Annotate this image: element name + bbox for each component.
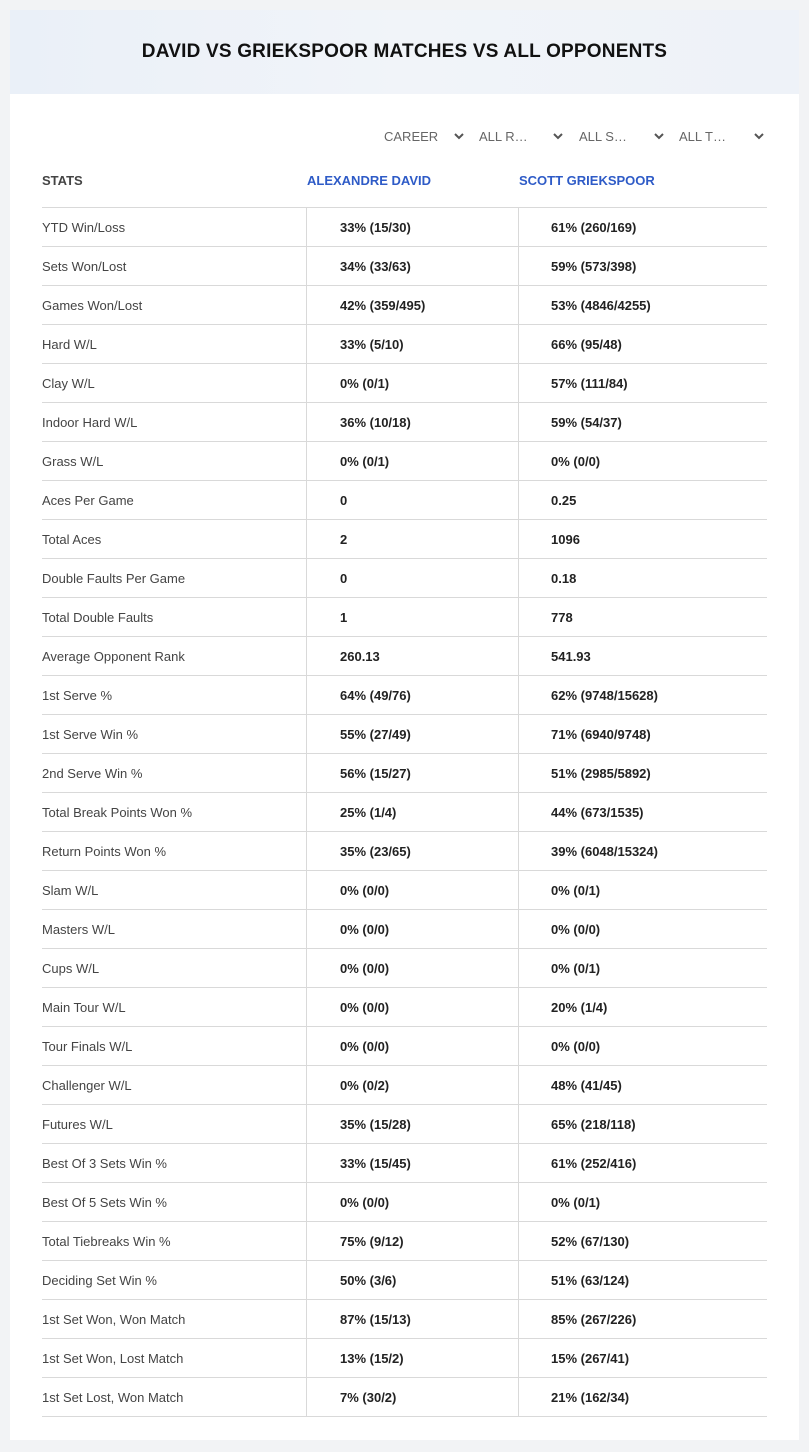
player2-stat-value: 44% (673/1535) <box>518 793 767 831</box>
filter-value: CAREER <box>384 128 439 144</box>
player1-stat-value: 56% (15/27) <box>306 754 518 792</box>
player2-stat-value: 52% (67/130) <box>518 1222 767 1260</box>
player1-stat-value: 42% (359/495) <box>306 286 518 324</box>
stat-label: 1st Set Won, Lost Match <box>42 1351 184 1366</box>
table-row <box>42 871 767 910</box>
table-row <box>42 637 767 676</box>
table-row <box>42 949 767 988</box>
stat-label: 1st Serve Win % <box>42 727 139 742</box>
filter-value: ALL S… <box>579 128 627 144</box>
player2-stat-value: 0% (0/0) <box>518 1027 767 1065</box>
player2-stat-value: 0% (0/1) <box>518 949 767 987</box>
table-row <box>42 325 767 364</box>
player2-stat-value: 0% (0/1) <box>518 871 767 909</box>
table-row <box>42 1378 767 1417</box>
stat-label: Hard W/L <box>42 337 97 352</box>
stat-label: 1st Set Won, Won Match <box>42 1312 186 1327</box>
player2-stat-value: 61% (260/169) <box>518 208 767 246</box>
stat-label: Total Double Faults <box>42 610 154 625</box>
stats-column-header: STATS <box>42 173 83 188</box>
table-row <box>42 403 767 442</box>
table-row <box>42 715 767 754</box>
player2-stat-value: 778 <box>518 598 767 636</box>
page-title: DAVID VS GRIEKSPOOR MATCHES VS ALL OPPONENTS <box>141 41 668 62</box>
player1-stat-value: 33% (5/10) <box>306 325 518 363</box>
chevron-down-icon <box>453 130 465 142</box>
player2-stat-value: 65% (218/118) <box>518 1105 767 1143</box>
player2-stat-value: 0% (0/1) <box>518 1183 767 1221</box>
table-row <box>42 286 767 325</box>
stat-label: Best Of 3 Sets Win % <box>42 1156 167 1171</box>
stat-label: Grass W/L <box>42 454 104 469</box>
stat-label: Challenger W/L <box>42 1078 132 1093</box>
stat-label: Average Opponent Rank <box>42 649 185 664</box>
stat-label: 1st Serve % <box>42 688 113 703</box>
player2-stat-value: 0.25 <box>518 481 767 519</box>
chevron-down-icon <box>552 130 564 142</box>
table-row <box>42 1027 767 1066</box>
stat-label: Sets Won/Lost <box>42 259 127 274</box>
filter-value: ALL T… <box>679 128 726 144</box>
player1-stat-value: 0% (0/0) <box>306 949 518 987</box>
table-row <box>42 793 767 832</box>
player2-link[interactable]: SCOTT GRIEKSPOOR <box>519 173 655 188</box>
table-row <box>42 247 767 286</box>
table-row <box>42 832 767 871</box>
table-row <box>42 364 767 403</box>
stat-label: Return Points Won % <box>42 844 167 859</box>
player1-stat-value: 260.13 <box>306 637 518 675</box>
card-header <box>10 10 799 94</box>
player1-stat-value: 87% (15/13) <box>306 1300 518 1338</box>
stat-label: Clay W/L <box>42 376 95 391</box>
player1-stat-value: 1 <box>306 598 518 636</box>
table-body <box>42 208 767 1417</box>
player2-stat-value: 48% (41/45) <box>518 1066 767 1104</box>
filter-value: ALL R… <box>479 128 528 144</box>
stat-label: Slam W/L <box>42 883 99 898</box>
player1-stat-value: 36% (10/18) <box>306 403 518 441</box>
stat-label: YTD Win/Loss <box>42 220 126 235</box>
filter-surface-select[interactable] <box>579 124 667 148</box>
stat-label: Double Faults Per Game <box>42 571 186 586</box>
table-row <box>42 910 767 949</box>
player1-stat-value: 13% (15/2) <box>306 1339 518 1377</box>
player2-stat-value: 66% (95/48) <box>518 325 767 363</box>
player2-stat-value: 20% (1/4) <box>518 988 767 1026</box>
player2-stat-value: 59% (573/398) <box>518 247 767 285</box>
stat-label: Futures W/L <box>42 1117 113 1132</box>
player2-stat-value: 53% (4846/4255) <box>518 286 767 324</box>
stat-label: Total Break Points Won % <box>42 805 193 820</box>
player2-stat-value: 61% (252/416) <box>518 1144 767 1182</box>
stats-table <box>42 160 767 1417</box>
player1-stat-value: 55% (27/49) <box>306 715 518 753</box>
player2-stat-value: 51% (2985/5892) <box>518 754 767 792</box>
player2-stat-value: 0.18 <box>518 559 767 597</box>
player1-stat-value: 33% (15/30) <box>306 208 518 246</box>
player2-stat-value: 71% (6940/9748) <box>518 715 767 753</box>
player1-stat-value: 35% (15/28) <box>306 1105 518 1143</box>
stat-label: Indoor Hard W/L <box>42 415 138 430</box>
table-row <box>42 520 767 559</box>
stat-label: Games Won/Lost <box>42 298 143 313</box>
player1-stat-value: 0 <box>306 559 518 597</box>
table-row <box>42 559 767 598</box>
player1-stat-value: 0% (0/0) <box>306 910 518 948</box>
table-row <box>42 1066 767 1105</box>
player2-stat-value: 85% (267/226) <box>518 1300 767 1338</box>
stat-label: Cups W/L <box>42 961 100 976</box>
player1-stat-value: 64% (49/76) <box>306 676 518 714</box>
player1-stat-value: 0% (0/0) <box>306 988 518 1026</box>
table-row <box>42 988 767 1027</box>
player1-stat-value: 50% (3/6) <box>306 1261 518 1299</box>
table-row <box>42 1222 767 1261</box>
player2-stat-value: 1096 <box>518 520 767 558</box>
player1-stat-value: 34% (33/63) <box>306 247 518 285</box>
filter-round-select[interactable] <box>479 124 565 148</box>
player2-stat-value: 21% (162/34) <box>518 1378 767 1416</box>
table-row <box>42 1339 767 1378</box>
player1-stat-value: 0 <box>306 481 518 519</box>
player2-stat-value: 15% (267/41) <box>518 1339 767 1377</box>
stat-label: Main Tour W/L <box>42 1000 126 1015</box>
player1-stat-value: 0% (0/0) <box>306 1183 518 1221</box>
table-row <box>42 1183 767 1222</box>
table-row <box>42 598 767 637</box>
player2-stat-value: 51% (63/124) <box>518 1261 767 1299</box>
stat-label: 2nd Serve Win % <box>42 766 143 781</box>
player2-stat-value: 0% (0/0) <box>518 442 767 480</box>
player2-stat-value: 0% (0/0) <box>518 910 767 948</box>
player2-stat-value: 57% (111/84) <box>518 364 767 402</box>
player1-stat-value: 0% (0/2) <box>306 1066 518 1104</box>
table-header <box>42 160 767 208</box>
player1-stat-value: 25% (1/4) <box>306 793 518 831</box>
player1-stat-value: 75% (9/12) <box>306 1222 518 1260</box>
player1-stat-value: 0% (0/1) <box>306 442 518 480</box>
player1-stat-value: 0% (0/0) <box>306 871 518 909</box>
table-row <box>42 754 767 793</box>
stats-card <box>10 10 799 1440</box>
player1-stat-value: 0% (0/0) <box>306 1027 518 1065</box>
player2-stat-value: 541.93 <box>518 637 767 675</box>
table-row <box>42 1261 767 1300</box>
stat-label: Masters W/L <box>42 922 115 937</box>
stat-label: Total Aces <box>42 532 102 547</box>
filter-bar <box>10 124 799 148</box>
stat-label: Total Tiebreaks Win % <box>42 1234 171 1249</box>
player2-stat-value: 39% (6048/15324) <box>518 832 767 870</box>
player1-stat-value: 0% (0/1) <box>306 364 518 402</box>
stat-label: Tour Finals W/L <box>42 1039 133 1054</box>
stat-label: Best Of 5 Sets Win % <box>42 1195 167 1210</box>
table-row <box>42 676 767 715</box>
player2-stat-value: 62% (9748/15628) <box>518 676 767 714</box>
filter-period-select[interactable] <box>384 124 464 148</box>
table-row <box>42 1300 767 1339</box>
player1-stat-value: 2 <box>306 520 518 558</box>
player1-link[interactable]: ALEXANDRE DAVID <box>307 173 431 188</box>
table-row <box>42 442 767 481</box>
stat-label: 1st Set Lost, Won Match <box>42 1390 184 1405</box>
filter-tournament-select[interactable] <box>679 124 767 148</box>
chevron-down-icon <box>653 130 665 142</box>
chevron-down-icon <box>753 130 765 142</box>
player1-stat-value: 7% (30/2) <box>306 1378 518 1416</box>
stat-label: Aces Per Game <box>42 493 134 508</box>
stat-label: Deciding Set Win % <box>42 1273 157 1288</box>
table-row <box>42 1105 767 1144</box>
table-row <box>42 208 767 247</box>
table-row <box>42 481 767 520</box>
player1-stat-value: 35% (23/65) <box>306 832 518 870</box>
table-row <box>42 1144 767 1183</box>
player2-stat-value: 59% (54/37) <box>518 403 767 441</box>
player1-stat-value: 33% (15/45) <box>306 1144 518 1182</box>
